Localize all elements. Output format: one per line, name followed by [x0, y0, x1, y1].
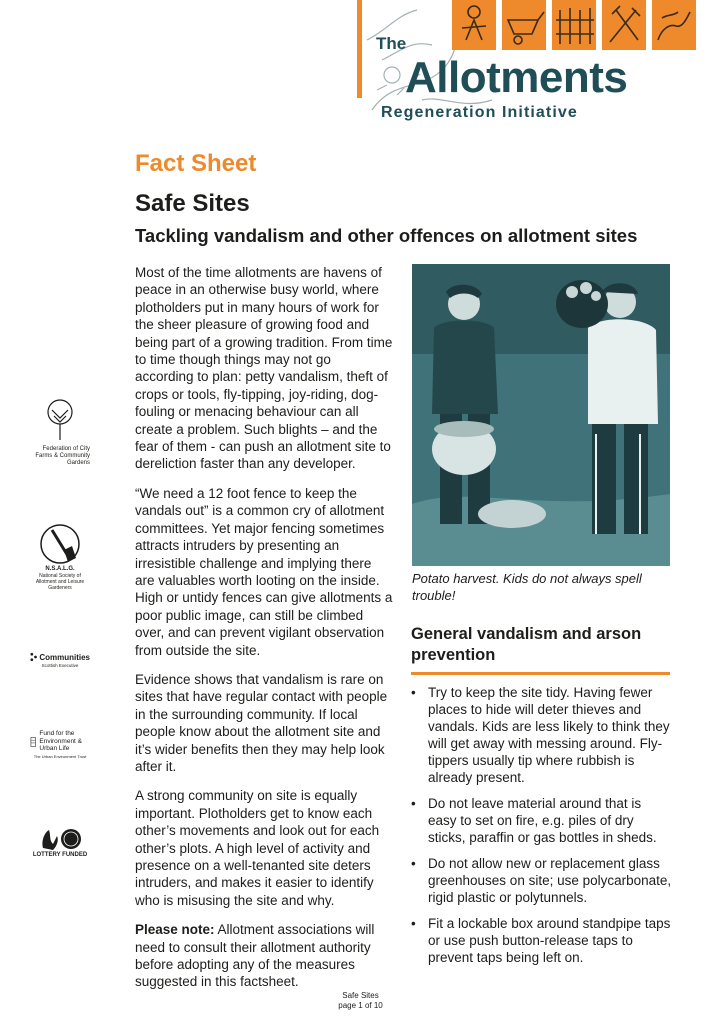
header-icon-strip: [452, 0, 702, 50]
logo-allotments: Allotments: [405, 53, 628, 102]
list-item: • Try to keep the site tidy. Having fewer places to hide will deter thieves and vandals. Kids are less likely to think they will get away with messing around. Fly-tippers usually tip where rubbish is already present.: [411, 684, 673, 786]
paragraph-fence: “We need a 12 foot fence to keep the vandals out” is a common cry of allotment committees. Yet major fencing sometimes attracts intruders by presenting an irresistible challenge and implying there are valuables worth looting on the inside. High or untidy fences can give allotments a poor public image, can still be climbed over, and can prevent vigilant observation from outside the site.: [135, 485, 393, 658]
logo-the: The: [376, 34, 407, 53]
section-divider: [411, 672, 670, 675]
crossed-fingers-icon: [37, 826, 83, 852]
prevention-bullet-list: [411, 684, 673, 975]
note-label: Please note:: [135, 922, 215, 938]
paragraph-intro: Most of the time allotments are havens of peace in an otherwise busy world, where plotholders put in many hours of work for the sheer pleasure of growing food and being part of a growing tradition. From time to time though things may not go according to plan: petty vandalism, theft of crops or tools, fly-tipping, joy-riding, dog-fouling or menacing behaviour can all create a problem. Such blights – and the fear of them - can push an allotment site to dereliction faster than any developer.: [135, 265, 393, 472]
page-subtitle: Tackling vandalism and other offences on allotment sites: [135, 225, 638, 246]
tree-icon: [40, 396, 80, 446]
paragraph-evidence: Evidence shows that vandalism is rare on sites that have regular contact with people in the surrounding community. If local people know about the allotment site and it’s wider benefits then they may help look after it.: [135, 671, 388, 774]
communities-logo: [30, 652, 90, 669]
tools-icon: [602, 0, 646, 50]
feul-label: Fund for the Environment & Urban Life: [39, 730, 83, 752]
communities-sub-label: Scottish Executive: [41, 663, 79, 668]
feul-sub-label: The Urban Environment Trust: [33, 754, 87, 759]
page-title: Safe Sites: [135, 190, 250, 217]
lottery-label: LOTTERY FUNDED: [32, 852, 88, 858]
communities-label: Communities: [39, 652, 90, 662]
list-item: • Do not leave material around that is easy to set on fire, e.g. piles of dry sticks, paraffin or gas bottles in sheds.: [411, 795, 673, 846]
gardener-icon: [452, 0, 496, 50]
photo-caption: Potato harvest. Kids do not always spell trouble!: [412, 571, 642, 603]
fact-sheet-label: Fact Sheet: [135, 150, 257, 177]
fence-icon: [552, 0, 596, 50]
fcfcg-label: Federation of City Farms & Community Gardens: [35, 446, 90, 466]
potato-harvest-photo: [412, 264, 670, 566]
list-item: • Do not allow new or replacement glass greenhouses on site; use polycarbonate, rigid plastic or polytunnels.: [411, 855, 673, 906]
list-item: • Fit a lockable box around standpipe taps or use push button-release taps to prevent taps being left on.: [411, 915, 673, 966]
paragraph-community: A strong community on site is equally important. Plotholders get to know each other’s movements and look out for each other’s plots. A high level of activity and presence on a well-tenanted site deters intruders, and makes it easier to identify who is misusing the site and why.: [135, 788, 380, 908]
wheelbarrow-icon: [502, 0, 546, 50]
paragraph-note: [135, 921, 393, 991]
note-text: Allotment associations will need to consult their allotment authority before adopting any of the measures suggested in this factsheet.: [135, 922, 375, 990]
spade-icon: [38, 522, 82, 566]
section-heading: General vandalism and arson prevention: [411, 625, 642, 664]
nsalg-full-label: National Society of Allotment and Leisure Gardeners: [35, 573, 85, 591]
nsalg-label: N.S.A.L.G.: [45, 566, 75, 572]
feul-logo: [30, 730, 90, 759]
lottery-logo: [30, 826, 90, 859]
nsalg-logo: [30, 522, 90, 591]
footer-title: Safe Sites: [342, 991, 379, 1000]
fcfcg-logo: [30, 396, 90, 467]
building-icon: [30, 730, 36, 754]
logo-subtitle: Regeneration Initiative: [381, 104, 578, 121]
hands-icon: [652, 0, 696, 50]
dots-icon: [30, 652, 37, 662]
footer-page-number: page 1 of 10: [338, 1001, 383, 1010]
left-column-body: [135, 264, 393, 1003]
